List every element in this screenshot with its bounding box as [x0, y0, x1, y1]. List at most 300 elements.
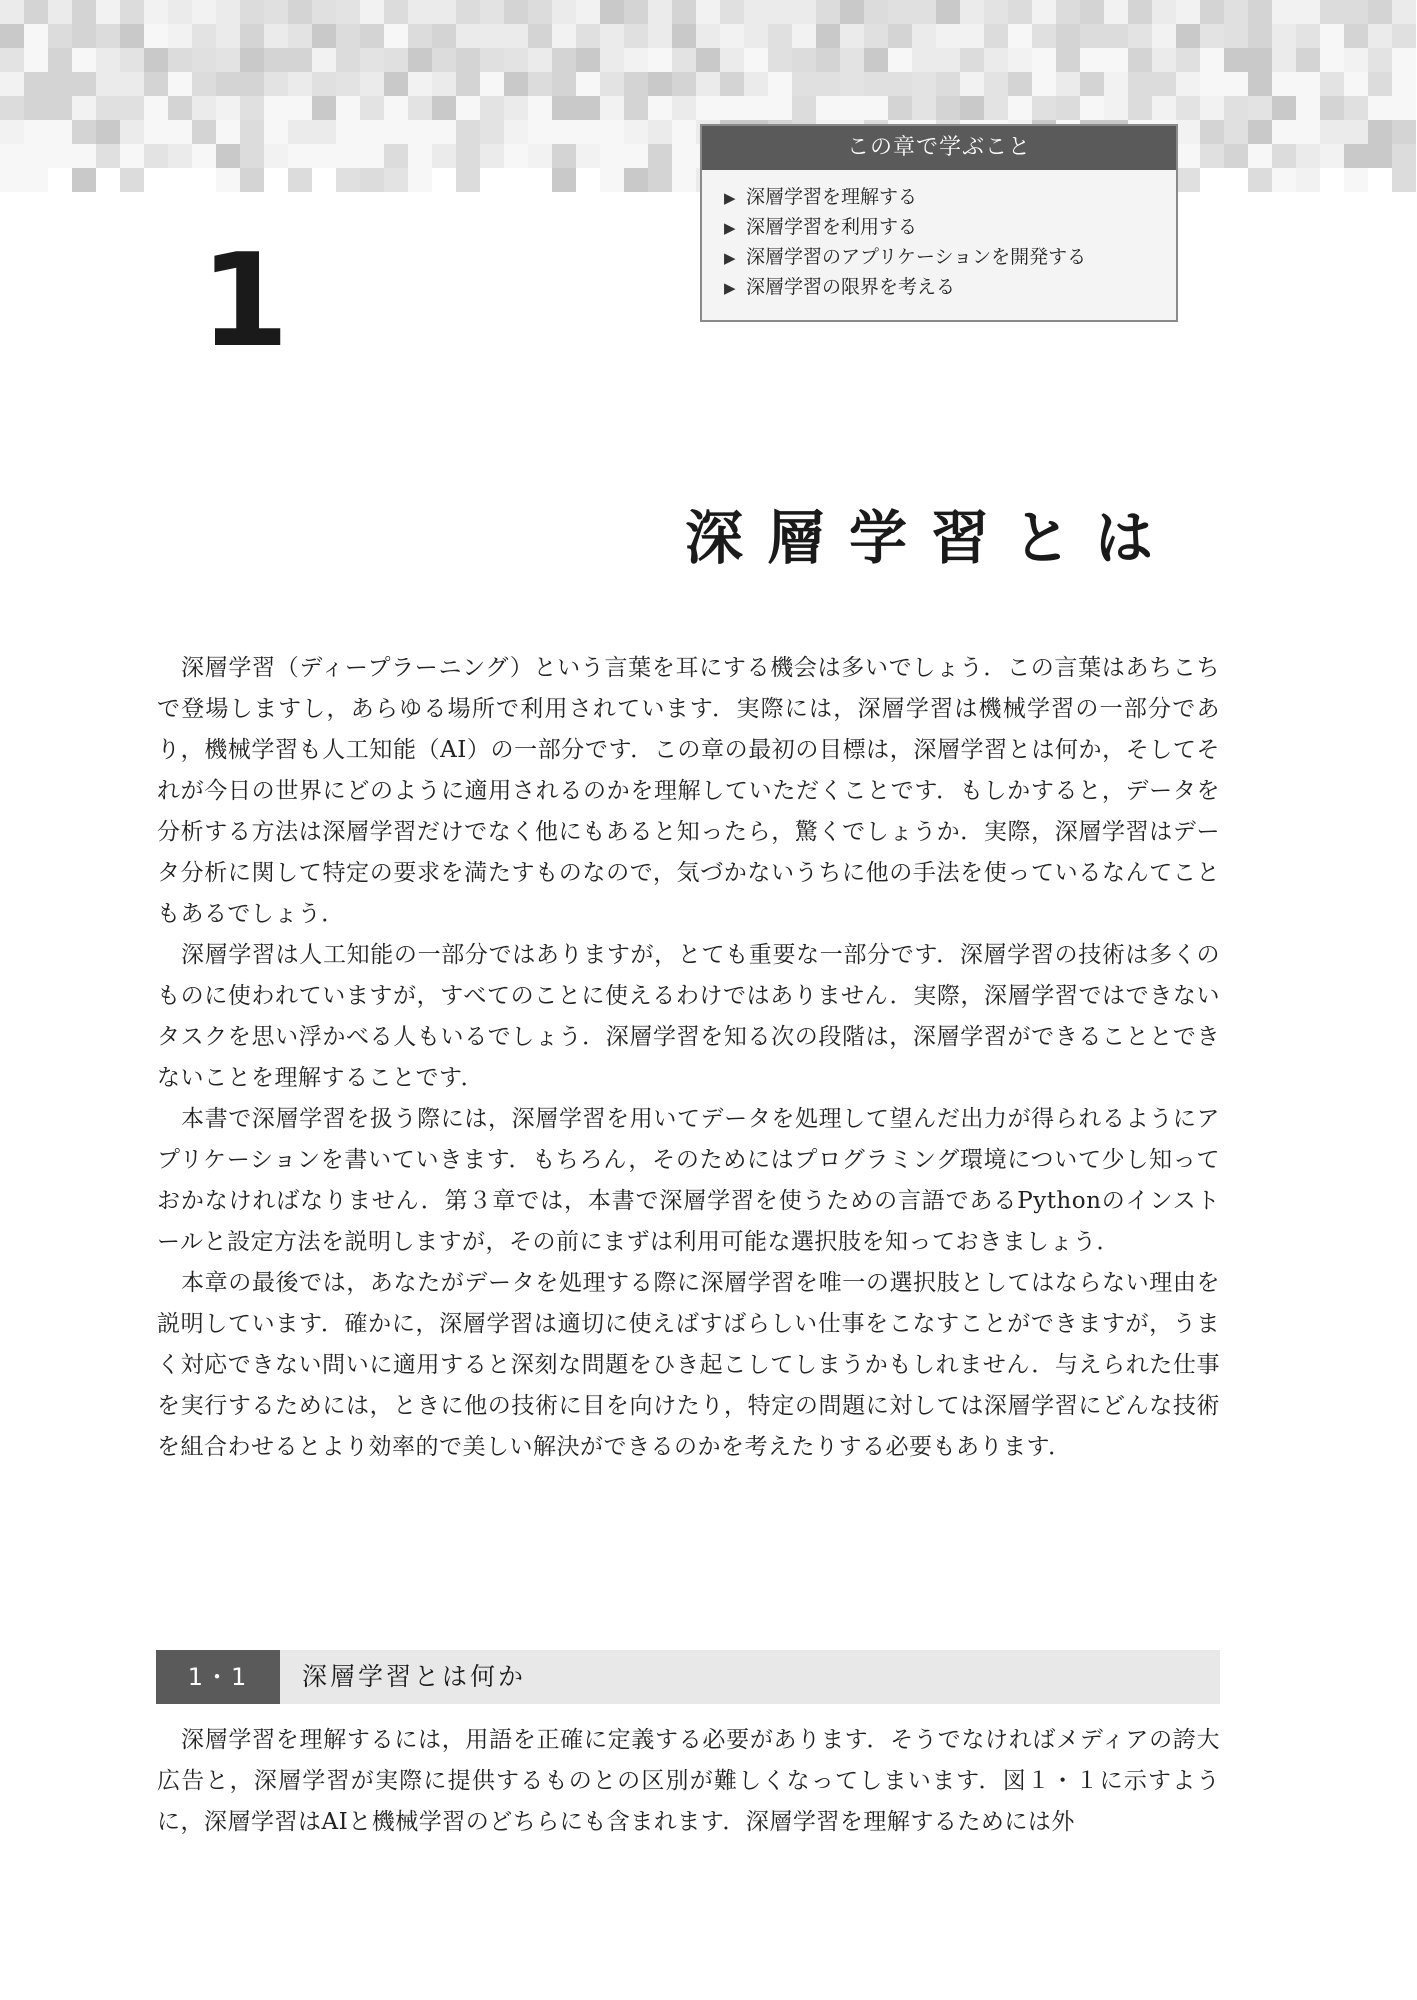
- mosaic-tile: [288, 144, 312, 168]
- mosaic-tile: [120, 144, 144, 168]
- mosaic-tile: [216, 168, 240, 192]
- mosaic-tile: [504, 144, 528, 168]
- mosaic-tile: [552, 144, 576, 168]
- mosaic-tile: [1296, 120, 1320, 144]
- mosaic-tile: [768, 0, 792, 24]
- mosaic-tile: [648, 24, 672, 48]
- chapter-objectives-title: この章で学ぶこと: [702, 126, 1176, 170]
- mosaic-tile: [624, 24, 648, 48]
- mosaic-tile: [528, 24, 552, 48]
- mosaic-tile: [312, 48, 336, 72]
- mosaic-tile: [1176, 0, 1200, 24]
- mosaic-tile: [24, 72, 48, 96]
- mosaic-tile: [552, 168, 576, 192]
- mosaic-tile: [768, 48, 792, 72]
- mosaic-tile: [144, 72, 168, 96]
- mosaic-tile: [1176, 168, 1200, 192]
- mosaic-tile: [528, 72, 552, 96]
- objective-text: 深層学習を理解する: [746, 186, 918, 208]
- mosaic-tile: [1224, 24, 1248, 48]
- mosaic-tile: [1152, 96, 1176, 120]
- mosaic-tile: [480, 72, 504, 96]
- intro-paragraph: 本章の最後では，あなたがデータを処理する際に深層学習を唯一の選択肢としてはならない理由を説明しています．確かに，深層学習は適切に使えばすばらしい仕事をこなすことができますが，うまく対応できない問いに適用すると深刻な問題をひき起こしてしまうかもしれません．与えられた仕事を実行するためには，ときに他の技術に目を向けたり，特定の問題に対しては深層学習にどんな技術を組合わせるとより効率的で美しい解決ができるのかを考えたりする必要もあります．: [157, 1270, 1220, 1460]
- mosaic-tile: [1176, 144, 1200, 168]
- mosaic-tile: [96, 168, 120, 192]
- mosaic-tile: [1104, 72, 1128, 96]
- mosaic-tile: [1080, 96, 1104, 120]
- mosaic-tile: [456, 120, 480, 144]
- mosaic-tile: [336, 120, 360, 144]
- mosaic-tile: [1224, 96, 1248, 120]
- mosaic-tile: [312, 96, 336, 120]
- mosaic-tile: [672, 48, 696, 72]
- mosaic-tile: [1368, 120, 1392, 144]
- mosaic-tile: [792, 24, 816, 48]
- mosaic-tile: [1392, 120, 1416, 144]
- mosaic-tile: [1128, 0, 1152, 24]
- mosaic-tile: [360, 144, 384, 168]
- mosaic-tile: [264, 48, 288, 72]
- mosaic-tile: [504, 120, 528, 144]
- chapter-title: 深層学習とは: [684, 504, 1177, 572]
- mosaic-tile: [1392, 0, 1416, 24]
- mosaic-tile: [912, 96, 936, 120]
- mosaic-tile: [1056, 48, 1080, 72]
- intro-paragraph: 深層学習は人工知能の一部分ではありますが，とても重要な一部分です．深層学習の技術は多くのものに使われていますが，すべてのことに使えるわけではありません．実際，深層学習ではできないタスクを思い浮かべる人もいるでしょう．深層学習を知る次の段階は，深層学習ができることとできないことを理解することです．: [157, 942, 1220, 1091]
- mosaic-tile: [672, 144, 696, 168]
- mosaic-tile: [1368, 24, 1392, 48]
- mosaic-tile: [1368, 72, 1392, 96]
- mosaic-tile: [720, 24, 744, 48]
- mosaic-tile: [984, 0, 1008, 24]
- mosaic-tile: [864, 0, 888, 24]
- mosaic-tile: [1296, 72, 1320, 96]
- mosaic-tile: [0, 24, 24, 48]
- mosaic-tile: [1392, 48, 1416, 72]
- mosaic-tile: [816, 0, 840, 24]
- mosaic-tile: [768, 24, 792, 48]
- mosaic-tile: [624, 96, 648, 120]
- mosaic-tile: [960, 24, 984, 48]
- mosaic-tile: [144, 0, 168, 24]
- mosaic-tile: [432, 72, 456, 96]
- mosaic-tile: [192, 96, 216, 120]
- mosaic-tile: [408, 96, 432, 120]
- mosaic-tile: [552, 72, 576, 96]
- mosaic-tile: [72, 72, 96, 96]
- mosaic-tile: [240, 144, 264, 168]
- mosaic-tile: [1104, 48, 1128, 72]
- mosaic-tile: [288, 72, 312, 96]
- mosaic-tile: [1032, 48, 1056, 72]
- mosaic-tile: [456, 168, 480, 192]
- mosaic-tile: [168, 144, 192, 168]
- mosaic-tile: [552, 48, 576, 72]
- mosaic-tile: [960, 48, 984, 72]
- mosaic-tile: [312, 24, 336, 48]
- mosaic-tile: [120, 0, 144, 24]
- mosaic-tile: [1080, 0, 1104, 24]
- section-number: 1・1: [156, 1650, 280, 1704]
- mosaic-tile: [1176, 48, 1200, 72]
- mosaic-tile: [864, 72, 888, 96]
- mosaic-tile: [432, 168, 456, 192]
- mosaic-tile: [1128, 72, 1152, 96]
- mosaic-tile: [648, 144, 672, 168]
- mosaic-tile: [1248, 120, 1272, 144]
- mosaic-tile: [480, 168, 504, 192]
- mosaic-tile: [456, 96, 480, 120]
- mosaic-tile: [1296, 144, 1320, 168]
- mosaic-tile: [672, 96, 696, 120]
- mosaic-tile: [720, 0, 744, 24]
- mosaic-tile: [744, 96, 768, 120]
- mosaic-tile: [48, 72, 72, 96]
- mosaic-tile: [96, 0, 120, 24]
- mosaic-tile: [24, 0, 48, 24]
- mosaic-tile: [288, 48, 312, 72]
- mosaic-tile: [240, 168, 264, 192]
- mosaic-tile: [192, 144, 216, 168]
- mosaic-tile: [600, 48, 624, 72]
- mosaic-tile: [384, 120, 408, 144]
- mosaic-tile: [1128, 48, 1152, 72]
- mosaic-tile: [1320, 168, 1344, 192]
- mosaic-tile: [1320, 96, 1344, 120]
- mosaic-tile: [1200, 72, 1224, 96]
- mosaic-tile: [1128, 24, 1152, 48]
- mosaic-tile: [336, 72, 360, 96]
- mosaic-tile: [336, 168, 360, 192]
- mosaic-tile: [1080, 24, 1104, 48]
- mosaic-tile: [864, 48, 888, 72]
- mosaic-tile: [456, 72, 480, 96]
- mosaic-tile: [1296, 96, 1320, 120]
- mosaic-tile: [240, 120, 264, 144]
- mosaic-tile: [336, 0, 360, 24]
- objective-text: 深層学習のアプリケーションを開発する: [746, 246, 1087, 268]
- mosaic-tile: [1176, 96, 1200, 120]
- mosaic-tile: [1200, 96, 1224, 120]
- mosaic-tile: [120, 120, 144, 144]
- mosaic-tile: [72, 120, 96, 144]
- mosaic-tile: [1032, 96, 1056, 120]
- mosaic-tile: [0, 48, 24, 72]
- mosaic-tile: [1392, 24, 1416, 48]
- mosaic-tile: [0, 72, 24, 96]
- mosaic-tile: [216, 144, 240, 168]
- mosaic-tile: [1272, 120, 1296, 144]
- mosaic-tile: [1320, 72, 1344, 96]
- mosaic-tile: [1344, 48, 1368, 72]
- mosaic-tile: [672, 120, 696, 144]
- mosaic-tile: [360, 24, 384, 48]
- mosaic-tile: [216, 48, 240, 72]
- mosaic-tile: [1008, 96, 1032, 120]
- mosaic-tile: [408, 72, 432, 96]
- objective-text: 深層学習の限界を考える: [746, 276, 956, 298]
- mosaic-tile: [816, 72, 840, 96]
- mosaic-tile: [1272, 24, 1296, 48]
- mosaic-tile: [1368, 144, 1392, 168]
- mosaic-tile: [600, 96, 624, 120]
- mosaic-tile: [168, 72, 192, 96]
- mosaic-tile: [456, 144, 480, 168]
- mosaic-tile: [936, 96, 960, 120]
- mosaic-tile: [1320, 24, 1344, 48]
- mosaic-tile: [1104, 0, 1128, 24]
- mosaic-tile: [120, 96, 144, 120]
- mosaic-tile: [672, 168, 696, 192]
- mosaic-tile: [384, 0, 408, 24]
- mosaic-tile: [600, 120, 624, 144]
- mosaic-tile: [1272, 144, 1296, 168]
- mosaic-tile: [984, 72, 1008, 96]
- objective-item: [724, 242, 1176, 272]
- mosaic-tile: [576, 96, 600, 120]
- chapter-objectives-box: [700, 124, 1178, 322]
- mosaic-tile: [936, 72, 960, 96]
- mosaic-tile: [696, 0, 720, 24]
- mosaic-tile: [432, 24, 456, 48]
- mosaic-tile: [1032, 72, 1056, 96]
- mosaic-tile: [1224, 72, 1248, 96]
- mosaic-tile: [168, 120, 192, 144]
- mosaic-tile: [1320, 48, 1344, 72]
- intro-paragraph: 深層学習（ディープラーニング）という言葉を耳にする機会は多いでしょう．この言葉はあちこちで登場しますし，あらゆる場所で利用されています．実際には，深層学習は機械学習の一部分であり，機械学習も人工知能（AI）の一部分です．この章の最初の目標は，深層学習とは何か，そしてそれが今日の世界にどのように適用されるのかを理解していただくことです．もしかすると，データを分析する方法は深層学習だけでなく他にもあると知ったら，驚くでしょうか．実際，深層学習はデータ分析に関して特定の要求を満たすものなので，気づかないうちに他の手法を使っているなんてこともあるでしょう．: [157, 655, 1220, 927]
- mosaic-tile: [0, 120, 24, 144]
- section-paragraph: 深層学習を理解するには，用語を正確に定義する必要があります．そうでなければメディアの誇大広告と，深層学習が実際に提供するものとの区別が難しくなってしまいます．図１・１に示すように，深層学習はAIと機械学習のどちらにも含まれます．深層学習を理解するためには外: [157, 1727, 1220, 1835]
- mosaic-tile: [1152, 48, 1176, 72]
- mosaic-tile: [24, 48, 48, 72]
- mosaic-tile: [768, 72, 792, 96]
- mosaic-tile: [1320, 0, 1344, 24]
- mosaic-tile: [984, 48, 1008, 72]
- mosaic-tile: [1344, 96, 1368, 120]
- mosaic-tile: [1056, 0, 1080, 24]
- mosaic-tile: [216, 24, 240, 48]
- mosaic-tile: [888, 24, 912, 48]
- mosaic-tile: [840, 48, 864, 72]
- mosaic-tile: [288, 168, 312, 192]
- mosaic-tile: [1272, 96, 1296, 120]
- mosaic-tile: [600, 144, 624, 168]
- mosaic-tile: [912, 0, 936, 24]
- mosaic-tile: [624, 0, 648, 24]
- mosaic-tile: [888, 96, 912, 120]
- objective-item: [724, 272, 1176, 302]
- mosaic-tile: [576, 120, 600, 144]
- mosaic-tile: [1368, 0, 1392, 24]
- mosaic-tile: [144, 96, 168, 120]
- mosaic-tile: [0, 168, 24, 192]
- mosaic-tile: [408, 120, 432, 144]
- mosaic-tile: [480, 120, 504, 144]
- mosaic-tile: [48, 120, 72, 144]
- mosaic-tile: [1224, 48, 1248, 72]
- mosaic-tile: [744, 72, 768, 96]
- mosaic-tile: [192, 0, 216, 24]
- mosaic-tile: [168, 168, 192, 192]
- mosaic-tile: [1032, 0, 1056, 24]
- mosaic-tile: [120, 168, 144, 192]
- mosaic-tile: [720, 48, 744, 72]
- mosaic-tile: [408, 48, 432, 72]
- mosaic-tile: [96, 144, 120, 168]
- mosaic-tile: [912, 72, 936, 96]
- mosaic-tile: [504, 48, 528, 72]
- mosaic-tile: [216, 120, 240, 144]
- mosaic-tile: [384, 48, 408, 72]
- mosaic-tile: [408, 0, 432, 24]
- mosaic-tile: [1344, 168, 1368, 192]
- mosaic-tile: [48, 24, 72, 48]
- mosaic-tile: [840, 72, 864, 96]
- mosaic-tile: [864, 24, 888, 48]
- mosaic-tile: [504, 168, 528, 192]
- mosaic-tile: [696, 24, 720, 48]
- mosaic-tile: [600, 24, 624, 48]
- mosaic-tile: [0, 0, 24, 24]
- mosaic-tile: [264, 120, 288, 144]
- mosaic-tile: [384, 72, 408, 96]
- mosaic-tile: [48, 144, 72, 168]
- mosaic-tile: [432, 0, 456, 24]
- mosaic-tile: [1224, 168, 1248, 192]
- mosaic-tile: [456, 24, 480, 48]
- mosaic-tile: [384, 168, 408, 192]
- mosaic-tile: [1104, 24, 1128, 48]
- mosaic-tile: [72, 144, 96, 168]
- mosaic-tile: [288, 120, 312, 144]
- mosaic-tile: [576, 144, 600, 168]
- mosaic-tile: [1296, 48, 1320, 72]
- mosaic-tile: [480, 24, 504, 48]
- mosaic-tile: [528, 48, 552, 72]
- mosaic-tile: [576, 72, 600, 96]
- mosaic-tile: [1248, 48, 1272, 72]
- mosaic-tile: [1248, 24, 1272, 48]
- mosaic-tile: [552, 96, 576, 120]
- mosaic-tile: [1008, 48, 1032, 72]
- mosaic-tile: [744, 24, 768, 48]
- mosaic-tile: [312, 0, 336, 24]
- mosaic-tile: [1344, 120, 1368, 144]
- mosaic-tile: [792, 0, 816, 24]
- mosaic-tile: [1272, 168, 1296, 192]
- mosaic-tile: [1248, 0, 1272, 24]
- mosaic-tile: [624, 48, 648, 72]
- mosaic-tile: [1032, 24, 1056, 48]
- mosaic-tile: [576, 0, 600, 24]
- mosaic-tile: [792, 72, 816, 96]
- mosaic-tile: [216, 96, 240, 120]
- mosaic-tile: [648, 168, 672, 192]
- mosaic-tile: [696, 72, 720, 96]
- mosaic-tile: [792, 96, 816, 120]
- mosaic-tile: [504, 24, 528, 48]
- mosaic-tile: [1008, 24, 1032, 48]
- mosaic-tile: [1176, 24, 1200, 48]
- mosaic-tile: [72, 24, 96, 48]
- mosaic-tile: [1272, 72, 1296, 96]
- mosaic-tile: [552, 24, 576, 48]
- mosaic-tile: [1344, 0, 1368, 24]
- mosaic-tile: [192, 72, 216, 96]
- mosaic-tile: [1344, 24, 1368, 48]
- mosaic-tile: [144, 120, 168, 144]
- mosaic-tile: [96, 24, 120, 48]
- mosaic-tile: [696, 48, 720, 72]
- mosaic-tile: [816, 96, 840, 120]
- mosaic-tile: [1008, 72, 1032, 96]
- mosaic-tile: [168, 0, 192, 24]
- mosaic-tile: [312, 144, 336, 168]
- mosaic-tile: [1176, 72, 1200, 96]
- mosaic-tile: [1080, 72, 1104, 96]
- mosaic-tile: [744, 48, 768, 72]
- mosaic-tile: [528, 168, 552, 192]
- mosaic-tile: [96, 72, 120, 96]
- mosaic-tile: [312, 168, 336, 192]
- mosaic-tile: [288, 24, 312, 48]
- mosaic-tile: [1008, 0, 1032, 24]
- mosaic-tile: [408, 24, 432, 48]
- mosaic-tile: [0, 144, 24, 168]
- mosaic-tile: [264, 72, 288, 96]
- mosaic-tile: [1224, 144, 1248, 168]
- mosaic-tile: [144, 48, 168, 72]
- mosaic-tile: [1392, 168, 1416, 192]
- mosaic-tile: [336, 48, 360, 72]
- mosaic-tile: [504, 0, 528, 24]
- mosaic-tile: [576, 48, 600, 72]
- mosaic-tile: [480, 0, 504, 24]
- mosaic-tile: [1200, 120, 1224, 144]
- mosaic-tile: [600, 168, 624, 192]
- mosaic-tile: [984, 96, 1008, 120]
- mosaic-tile: [48, 96, 72, 120]
- mosaic-tile: [408, 144, 432, 168]
- mosaic-tile: [144, 168, 168, 192]
- mosaic-tile: [240, 48, 264, 72]
- mosaic-tile: [336, 96, 360, 120]
- mosaic-tile: [1200, 0, 1224, 24]
- mosaic-tile: [384, 144, 408, 168]
- mosaic-tile: [1320, 120, 1344, 144]
- mosaic-tile: [1104, 96, 1128, 120]
- mosaic-tile: [624, 168, 648, 192]
- mosaic-tile: [120, 48, 144, 72]
- mosaic-tile: [1248, 144, 1272, 168]
- mosaic-tile: [1248, 168, 1272, 192]
- mosaic-tile: [24, 168, 48, 192]
- mosaic-tile: [888, 48, 912, 72]
- mosaic-tile: [480, 144, 504, 168]
- mosaic-tile: [552, 120, 576, 144]
- mosaic-tile: [432, 144, 456, 168]
- objective-text: 深層学習を利用する: [746, 216, 918, 238]
- mosaic-tile: [144, 144, 168, 168]
- mosaic-tile: [576, 24, 600, 48]
- mosaic-tile: [648, 48, 672, 72]
- mosaic-tile: [912, 48, 936, 72]
- chapter-intro: [157, 648, 1220, 1468]
- mosaic-tile: [312, 120, 336, 144]
- mosaic-tile: [1056, 72, 1080, 96]
- mosaic-tile: [1200, 168, 1224, 192]
- mosaic-tile: [1224, 0, 1248, 24]
